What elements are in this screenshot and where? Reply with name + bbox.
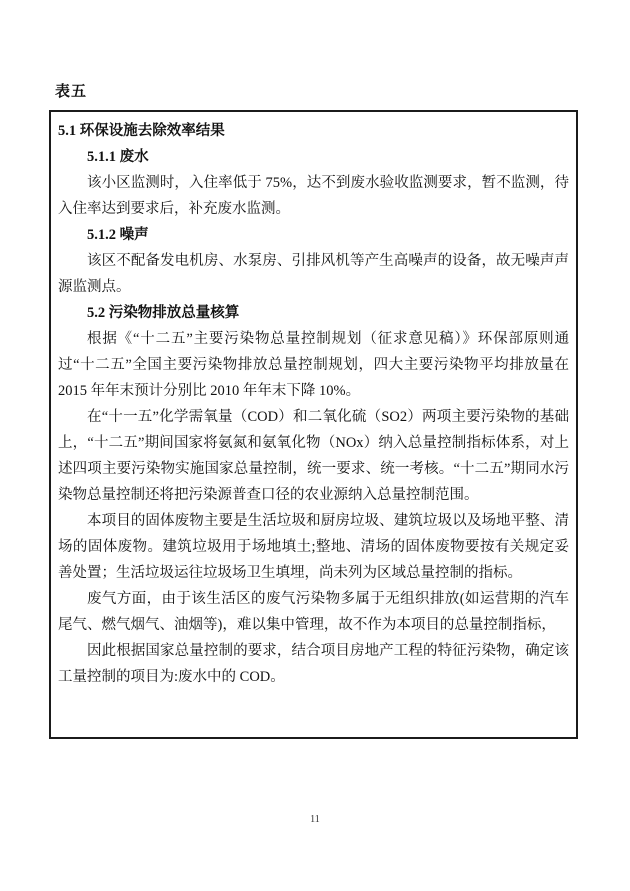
paragraph-total-control-plan: 根据《“十二五”主要污染物总量控制规划（征求意见稿）》环保部原则通过“十二五”全国主要污染物排放总量控制规划，四大主要污染物平均排放量在 2015 年年末预计分别比 2010 年年末下降 10%。 bbox=[58, 331, 569, 399]
page-number: 11 bbox=[310, 814, 320, 825]
paragraph-conclusion: 因此根据国家总量控制的要求，结合项目房地产工程的特征污染物，确定该工量控制的项目为:废水中的 COD。 bbox=[58, 643, 569, 685]
paragraph-solid-waste: 本项目的固体废物主要是生活垃圾和厨房垃圾、建筑垃圾以及场地平整、清场的固体废物。建筑垃圾用于场地填土;整地、清场的固体废物要按有关规定妥善处置；生活垃圾运往垃圾场卫生填埋，尚未列为区域总量控制的指标。 bbox=[58, 513, 569, 581]
section-heading-5-1-2: 5.1.2 噪声 bbox=[87, 227, 149, 243]
section-heading-5-1-1: 5.1.1 废水 bbox=[87, 149, 149, 165]
paragraph-noise: 该区不配备发电机房、水泵房、引排风机等产生高噪声的设备，故无噪声声源监测点。 bbox=[58, 253, 569, 295]
paragraph-waste-gas: 废气方面，由于该生活区的废气污染物多属于无组织排放(如运营期的汽车尾气、燃气烟气、油烟等)，难以集中管理，故不作为本项目的总量控制指标， bbox=[58, 591, 569, 633]
paragraph-pollutant-indicators: 在“十一五”化学需氧量（COD）和二氧化硫（SO2）两项主要污染物的基础上，“十二五”期间国家将氨氮和氨氧化物（NOx）纳入总量控制指标体系，对上述四项主要污染物实施国家总量控制，统一要求、统一考核。“十二五”期同水污染物总量控制还将把污染源普查口径的农业源纳入总量控制范围。 bbox=[58, 409, 569, 503]
section-heading-5-2: 5.2 污染物排放总量核算 bbox=[87, 305, 240, 321]
content-box bbox=[49, 110, 578, 739]
table-five-label: 表五 bbox=[55, 84, 88, 100]
section-heading-5-1: 5.1 环保设施去除效率结果 bbox=[58, 123, 225, 139]
paragraph-wastewater: 该小区监测时，入住率低于 75%，达不到废水验收监测要求，暂不监测，待入住率达到要求后，补充废水监测。 bbox=[58, 175, 569, 217]
